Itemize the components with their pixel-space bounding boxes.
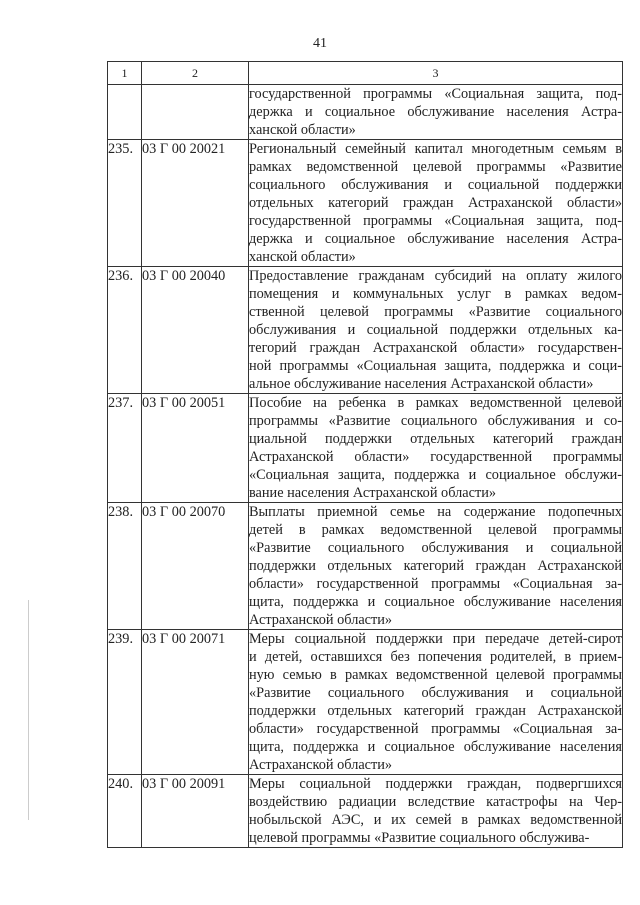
row-description [249, 85, 623, 140]
description-line: программы «Развитие социального обслуживания и со- [249, 413, 622, 429]
row-description [249, 140, 623, 267]
budget-code: 03 Г 00 20071 [142, 630, 249, 775]
row-number [108, 85, 142, 140]
description-line: щита, поддержка и социальное обслуживание населения [249, 594, 622, 610]
description-line: циальной поддержки отдельных категорий граждан [249, 431, 622, 447]
budget-code: 03 Г 00 20021 [142, 140, 249, 267]
description-line: «Социальная защита, поддержка и социальное обслужи- [249, 467, 622, 483]
row-number: 240. [108, 775, 142, 848]
description-line: держка и социальное обслуживание населения Астра- [249, 231, 622, 247]
page-number: 41 [313, 36, 327, 51]
description-line: Астраханской области» [249, 612, 393, 628]
budget-code: 03 Г 00 20070 [142, 503, 249, 630]
description-line: Предоставление гражданам субсидий на оплату жилого [249, 268, 622, 284]
row-description [249, 775, 623, 848]
description-line: поддержки отдельных категорий граждан Астраханской [249, 558, 622, 574]
description-line: государственной программы «Социальная защита, под- [249, 213, 622, 229]
description-line: Региональный семейный капитал многодетным семьям в [249, 141, 622, 157]
table-row [108, 630, 623, 775]
description-line: воздействию радиации вследствие катастрофы на Чер- [249, 794, 622, 810]
table-row [108, 85, 623, 140]
row-number: 239. [108, 630, 142, 775]
description-line: области» государственной программы «Социальная за- [249, 576, 622, 592]
description-line: поддержки отдельных категорий граждан Астраханской [249, 703, 622, 719]
budget-classification-table [107, 61, 623, 848]
row-description [249, 630, 623, 775]
scan-edge-mark [28, 600, 29, 820]
description-line: нобыльской АЭС, и их семей в рамках ведомственной [249, 812, 622, 828]
description-line: и детей, оставшихся без попечения родителей, в прием- [249, 649, 622, 665]
budget-code [142, 85, 249, 140]
description-line: Астраханской области» государственной программы [249, 449, 622, 465]
description-line: целевой программы «Развитие социального обслужива- [249, 830, 590, 846]
row-description [249, 394, 623, 503]
table-row [108, 267, 623, 394]
budget-code: 03 Г 00 20040 [142, 267, 249, 394]
description-line: ную семью в рамках ведомственной целевой программы [249, 667, 622, 683]
row-number: 235. [108, 140, 142, 267]
description-line: ной программы «Социальная защита, поддержка и соци- [249, 358, 622, 374]
description-line: вание населения Астраханской области» [249, 485, 496, 501]
description-line: обслуживания и социальной поддержки отдельных ка- [249, 322, 622, 338]
row-number: 238. [108, 503, 142, 630]
description-line: «Развитие социального обслуживания и социальной [249, 685, 622, 701]
description-line: ственной целевой программы «Развитие социального [249, 304, 622, 320]
description-line: Астраханской области» [249, 757, 393, 773]
table-row [108, 140, 623, 267]
row-description [249, 503, 623, 630]
column-header-3: 3 [249, 62, 623, 85]
description-line: держка и социальное обслуживание населения Астра- [249, 104, 622, 120]
row-number: 237. [108, 394, 142, 503]
description-line: Пособие на ребенка в рамках ведомственной целевой [249, 395, 622, 411]
row-number: 236. [108, 267, 142, 394]
description-line: детей в рамках ведомственной целевой программы [249, 522, 622, 538]
description-line: Меры социальной поддержки при передаче детей-сирот [249, 631, 622, 647]
table-row [108, 775, 623, 848]
description-line: альное обслуживание населения Астраханской области» [249, 376, 594, 392]
description-line: области» государственной программы «Социальная за- [249, 721, 622, 737]
budget-code: 03 Г 00 20051 [142, 394, 249, 503]
table-row [108, 503, 623, 630]
description-line: Выплаты приемной семье на содержание подопечных [249, 504, 622, 520]
description-line: щита, поддержка и социальное обслуживание населения [249, 739, 622, 755]
description-line: ханской области» [249, 122, 356, 138]
description-line: государственной программы «Социальная защита, под- [249, 86, 622, 102]
column-header-1: 1 [108, 62, 142, 85]
description-line: тегорий граждан Астраханской области» государствен- [249, 340, 622, 356]
budget-code: 03 Г 00 20091 [142, 775, 249, 848]
description-line: помещения и коммунальных услуг в рамках ведом- [249, 286, 622, 302]
table-header-row [108, 62, 623, 85]
column-header-2: 2 [142, 62, 249, 85]
table-row [108, 394, 623, 503]
description-line: социального обслуживания и социальной поддержки [249, 177, 622, 193]
description-line: ханской области» [249, 249, 356, 265]
description-line: рамках ведомственной целевой программы «Развитие [249, 159, 622, 175]
description-line: отдельных категорий граждан Астраханской области» [249, 195, 622, 211]
description-line: «Развитие социального обслуживания и социальной [249, 540, 622, 556]
description-line: Меры социальной поддержки граждан, подвергшихся [249, 776, 622, 792]
row-description [249, 267, 623, 394]
